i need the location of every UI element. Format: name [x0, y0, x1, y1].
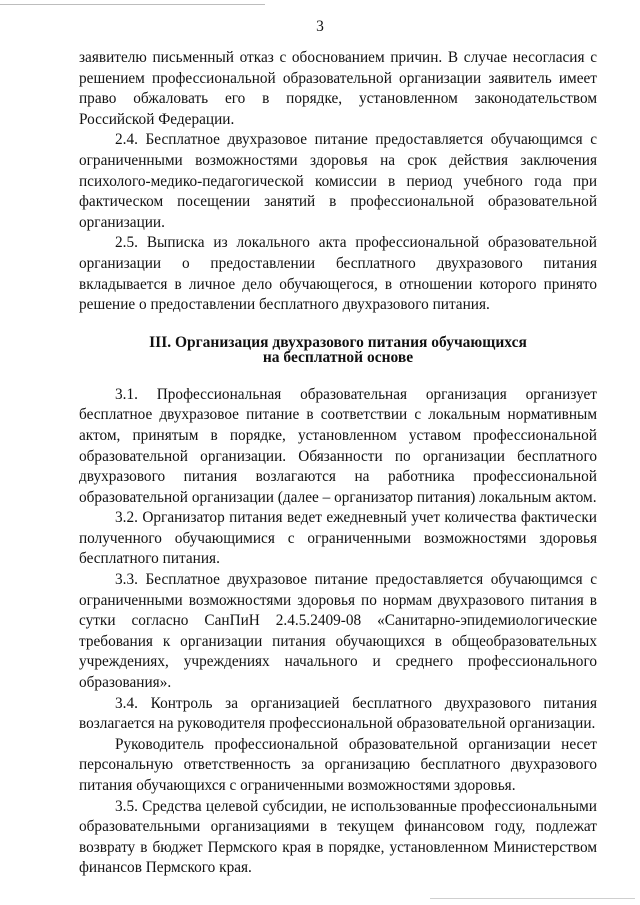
spacer — [79, 365, 597, 385]
paragraph-3-5: 3.5. Средства целевой субсидии, не использованные профессиональными образовательными организациями в текущем финансовом году, подлежат возврату в бюджет Пермского края в порядке, установленном Министерством финансов Пермского края. — [79, 797, 597, 877]
section-heading — [79, 335, 597, 365]
paragraph-3-3: 3.3. Бесплатное двухразовое питание предоставляется обучающимся с ограниченными возможностями здоровья по нормам двухразового питания в сутки согласно СанПиН 2.4.5.2409-08 «Санитарно-эпидемиологические требования к организации питания обучающихся в общеобразовательных учреждениях, учреждениях начального и среднего профессионального образования». — [79, 571, 597, 692]
paragraph-3-4-responsibility: Руководитель профессиональной образовательной организации несет персональную ответственность за организацию бесплатного двухразового питания обучающихся с ограниченными возможностями здоровья. — [79, 735, 597, 794]
paragraph-3-2: 3.2. Организатор питания ведет ежедневный учет количества фактически полученного обучающимися с ограниченными возможностями здоровья бесплатного питания. — [79, 509, 597, 568]
paragraph-3-1: 3.1. Профессиональная образовательная организация организует бесплатное двухразовое питание в соответствии с локальным нормативным актом, принятым в порядке, установленном уставом профессиональной образовательной организации. Обязанности по организации бесплатного двухразового питания возлагаются на работника профессиональной образовательной организации (далее – организатор питания) локальным актом. — [79, 385, 597, 506]
section-heading-line-1: III. Организация двухразового питания обучающихся — [149, 333, 527, 351]
top-edge-line — [0, 4, 265, 5]
paragraph-2-4: 2.4. Бесплатное двухразовое питание предоставляется обучающимся с ограниченными возможностями здоровья на срок действия заключения психолого-медико-педагогической комиссии в период учебного года при фактическом посещении занятий в профессиональной образовательной организации. — [79, 131, 597, 231]
section-heading-line-2: на бесплатной основе — [262, 348, 414, 366]
paragraph-2-5: 2.5. Выписка из локального акта профессиональной образовательной организации о предоставлении бесплатного двухразового питания вкладывается в личное дело обучающегося, в отношении которого принято решение о предоставлении бесплатного двухразового питания. — [79, 234, 597, 314]
bottom-edge-line — [430, 898, 635, 899]
page-number: 3 — [316, 18, 324, 35]
paragraph-3-4: 3.4. Контроль за организацией бесплатного двухразового питания возлагается на руководителя профессиональной образовательной организации. — [79, 694, 597, 733]
document-body — [79, 48, 597, 879]
paragraph-continuation: заявителю письменный отказ с обоснованием причин. В случае несогласия с решением профессиональной образовательной организации заявитель имеет право обжаловать его в порядке, установленном законодательством Российской Федерации. — [79, 49, 597, 128]
